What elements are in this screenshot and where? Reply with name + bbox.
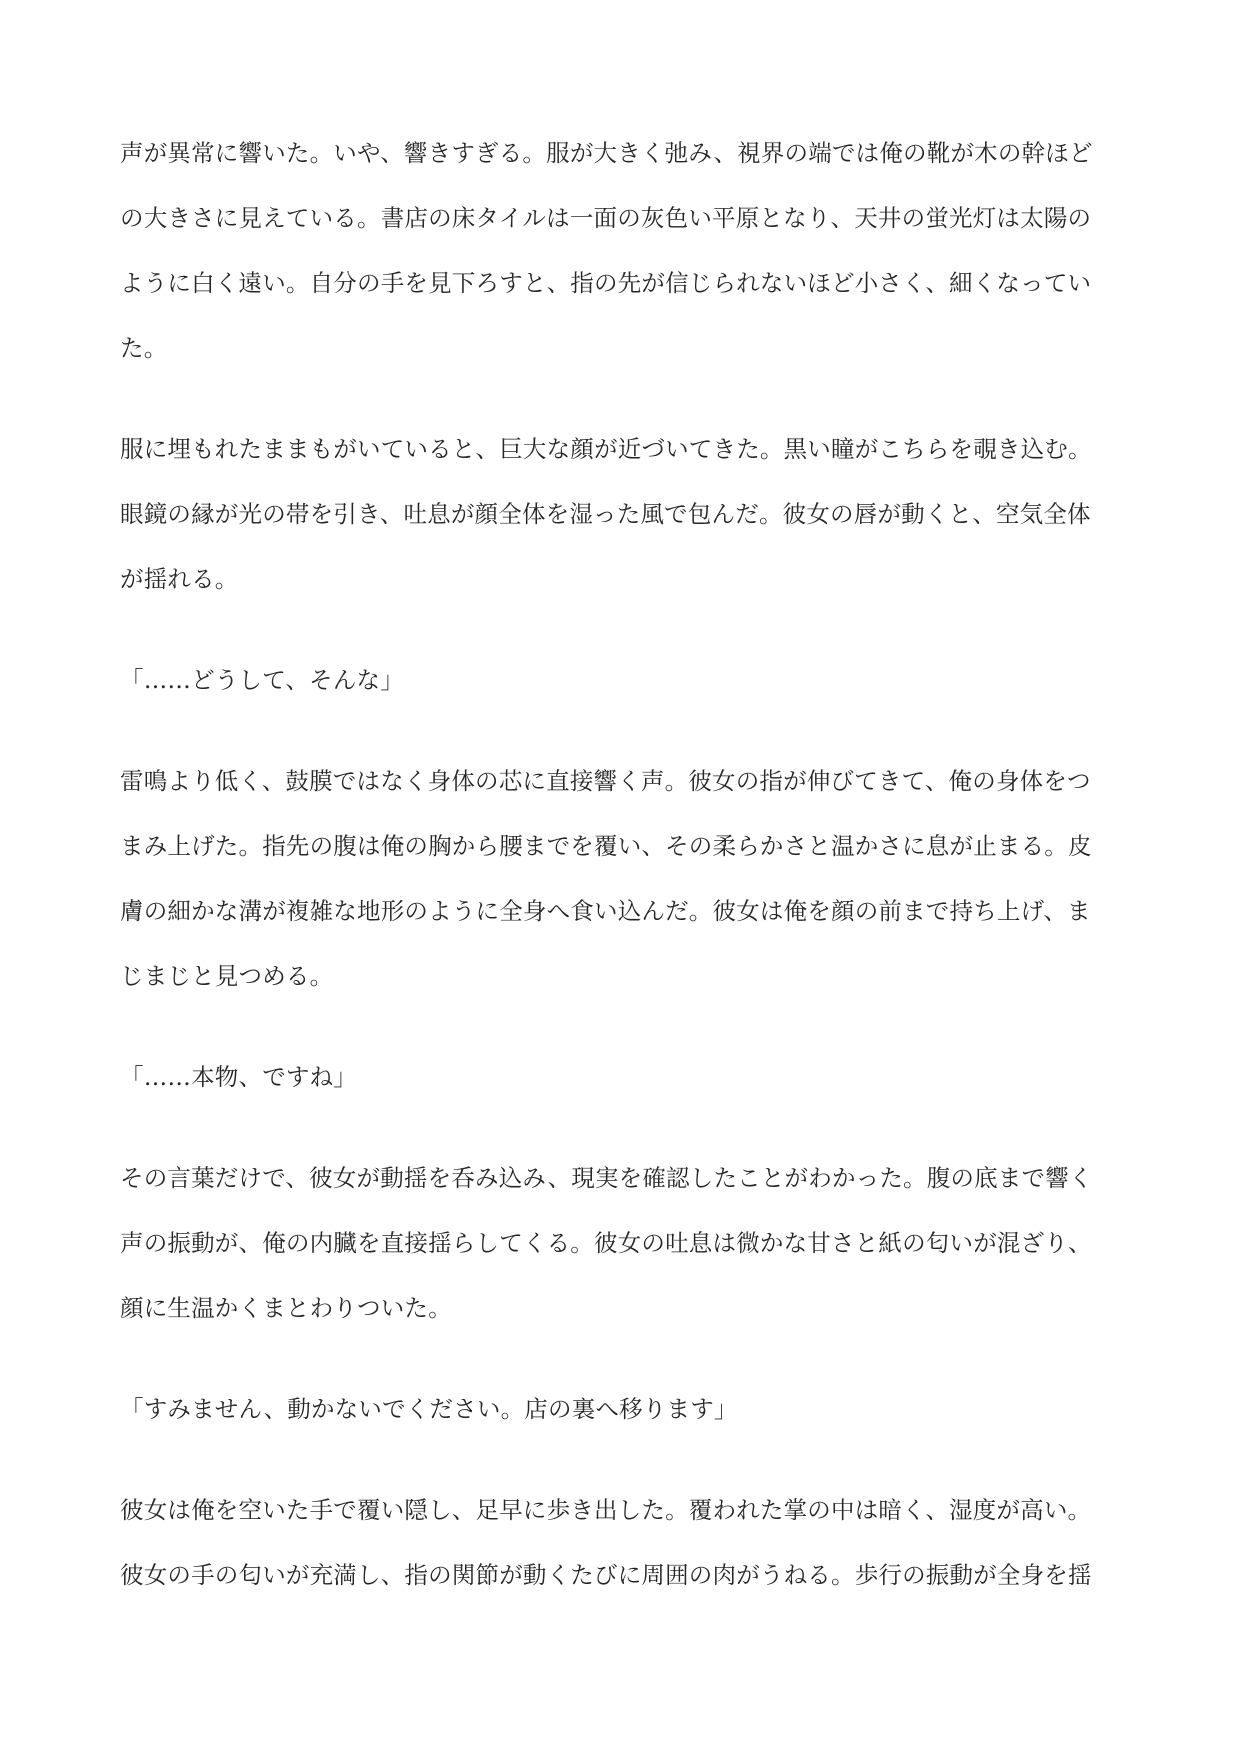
paragraph: 雷鳴より低く、鼓膜ではなく身体の芯に直接響く声。彼女の指が伸びてきて、俺の身体をつ まみ上げた。指先の腹は俺の胸から腰までを覆い、その柔らかさと温かさに息が止まる。皮 膚の細かな溝が複雑な地形のように全身へ食い込んだ。彼女は俺を顔の前まで持ち上げ、ま じまじと見つめる。	[120, 767, 1092, 990]
paragraph: 彼女は俺を空いた手で覆い隠し、足早に歩き出した。覆われた掌の中は暗く、湿度が高い。 彼女の手の匂いが充満し、指の関節が動くたびに周囲の肉がうねる。歩行の振動が全身を揺	[120, 1496, 1092, 1589]
body-text	[120, 121, 1130, 1644]
paragraph: 服に埋もれたままもがいていると、巨大な顔が近づいてきた。黒い瞳がこちらを覗き込む。 眼鏡の縁が光の帯を引き、吐息が顔全体を湿った風で包んだ。彼女の唇が動くと、空気全体 が揺れる。	[120, 435, 1092, 593]
dialogue-line: 「……本物、ですね」	[120, 1063, 357, 1091]
dialogue-line: 「……どうして、そんな」	[120, 666, 404, 694]
paragraph: その言葉だけで、彼女が動揺を呑み込み、現実を確認したことがわかった。腹の底まで響く 声の振動が、俺の内臓を直接揺らしてくる。彼女の吐息は微かな甘さと紙の匂いが混ざり、 顔に生温かくまとわりついた。	[120, 1164, 1093, 1322]
paragraph: 声が異常に響いた。いや、響きすぎる。服が大きく弛み、視界の端では俺の靴が木の幹ほど の大きさに見えている。書店の床タイルは一面の灰色い平原となり、天井の蛍光灯は太陽の ように白く遠い。自分の手を見下ろすと、指の先が信じられないほど小さく、細くなってい た。	[120, 139, 1093, 362]
dialogue-line: 「すみません、動かないでください。店の裏へ移ります」	[120, 1395, 738, 1423]
